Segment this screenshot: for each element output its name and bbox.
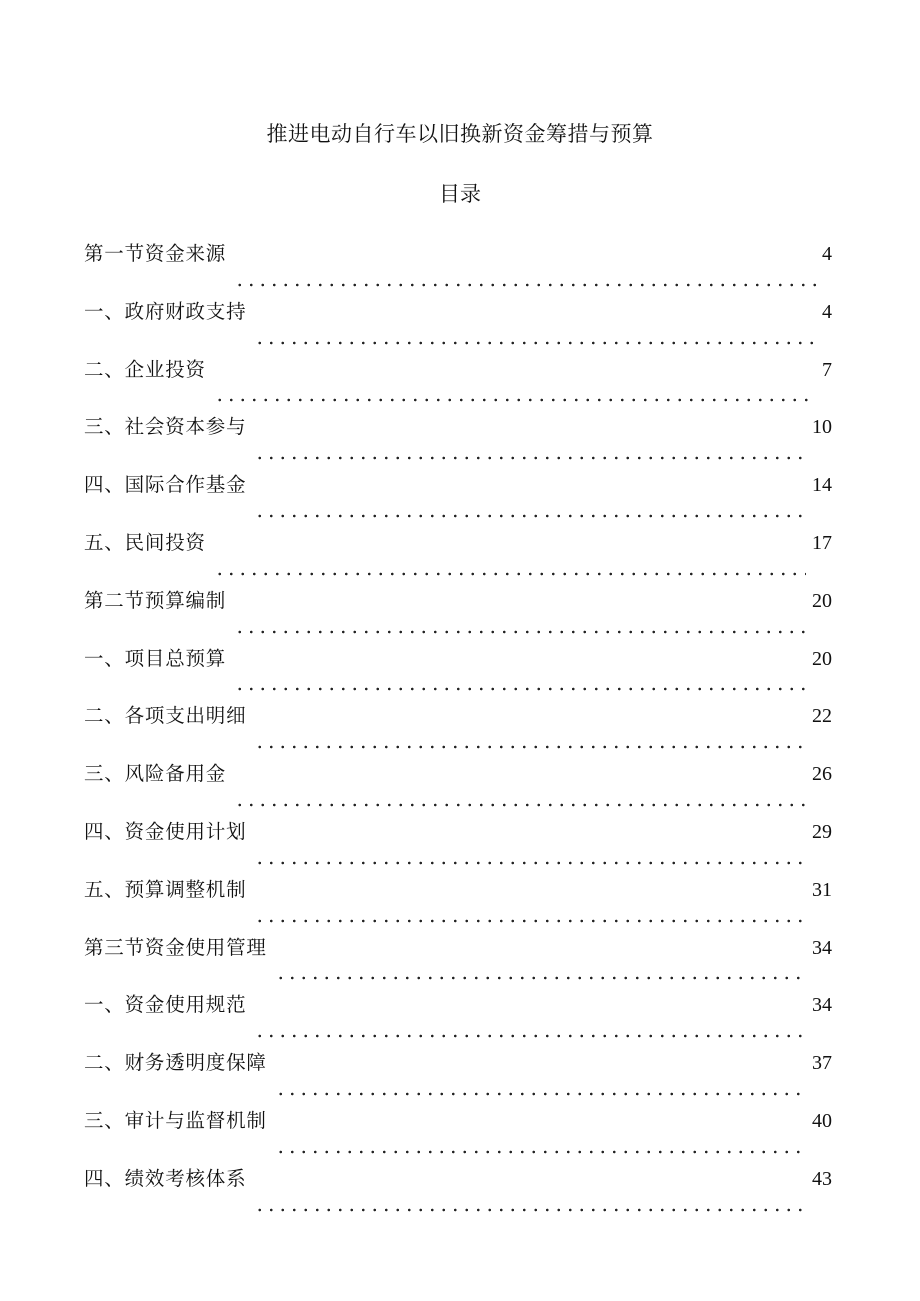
toc-dot-leader [254, 341, 816, 345]
toc-entry-label: 一、政府财政支持 [84, 299, 247, 323]
toc-entry[interactable] [84, 989, 832, 1047]
toc-dot-leader [234, 283, 816, 287]
toc-dot-leader [254, 745, 806, 749]
toc-entry-label: 二、企业投资 [84, 357, 206, 381]
toc-entry-page: 4 [822, 300, 832, 323]
document-title: 推进电动自行车以旧换新资金筹措与预算 [266, 122, 654, 146]
toc-dot-leader [234, 803, 806, 807]
toc-entry-page: 20 [812, 589, 832, 612]
toc-entry-page: 10 [812, 416, 832, 439]
toc-entry-label: 第一节资金来源 [84, 242, 227, 265]
toc-entry-page: 43 [812, 1167, 832, 1190]
toc-entry-label: 四、资金使用计划 [84, 819, 247, 843]
toc-heading: 目录 [439, 182, 481, 206]
toc-dot-leader [234, 687, 806, 691]
toc-entry-label: 第二节预算编制 [84, 588, 227, 612]
toc-entry-label: 五、预算调整机制 [84, 877, 247, 901]
toc-entry-label: 五、民间投资 [84, 530, 206, 554]
toc-entry-page: 4 [822, 243, 832, 265]
toc-entry[interactable] [84, 527, 832, 585]
toc-dot-leader [214, 398, 816, 402]
toc-entry-page: 22 [812, 705, 832, 728]
table-of-contents [84, 238, 832, 1221]
toc-entry-label: 一、项目总预算 [84, 646, 227, 670]
toc-entry[interactable] [84, 296, 832, 354]
toc-entry-page: 14 [812, 474, 832, 497]
toc-entry-label: 三、社会资本参与 [84, 415, 247, 439]
toc-entry-label: 四、国际合作基金 [84, 473, 247, 497]
toc-dot-leader [234, 630, 806, 634]
toc-entry[interactable] [84, 816, 832, 874]
toc-entry-page: 20 [812, 647, 832, 670]
toc-dot-leader [254, 514, 806, 518]
toc-entry[interactable] [84, 354, 832, 412]
toc-entry[interactable] [84, 585, 832, 643]
toc-entry-page: 34 [812, 994, 832, 1017]
toc-entry-page: 7 [822, 358, 832, 381]
toc-entry-page: 34 [812, 936, 832, 959]
toc-entry-label: 第三节资金使用管理 [84, 935, 267, 959]
toc-dot-leader [254, 456, 806, 460]
toc-entry-label: 二、各项支出明细 [84, 704, 247, 728]
toc-entry-label: 三、风险备用金 [84, 762, 227, 786]
toc-entry[interactable] [84, 1163, 832, 1221]
toc-entry[interactable] [84, 758, 832, 816]
toc-entry[interactable] [84, 643, 832, 701]
toc-entry[interactable] [84, 1047, 832, 1105]
toc-entry-page: 29 [812, 820, 832, 843]
toc-entry[interactable] [84, 932, 832, 990]
toc-dot-leader [254, 1208, 806, 1212]
toc-entry-page: 40 [812, 1109, 832, 1132]
toc-entry-page: 31 [812, 878, 832, 901]
toc-entry-page: 37 [812, 1052, 832, 1075]
toc-entry-label: 四、绩效考核体系 [84, 1166, 247, 1190]
toc-entry-page: 26 [812, 763, 832, 786]
toc-entry-page: 17 [812, 531, 832, 554]
toc-entry[interactable] [84, 411, 832, 469]
toc-dot-leader [214, 572, 806, 576]
toc-dot-leader [254, 1034, 806, 1038]
toc-entry[interactable] [84, 1105, 832, 1163]
toc-entry[interactable] [84, 700, 832, 758]
toc-dot-leader [275, 1150, 806, 1154]
toc-entry-label: 一、资金使用规范 [84, 993, 247, 1017]
toc-dot-leader [275, 1092, 806, 1096]
toc-entry[interactable] [84, 238, 832, 296]
toc-entry-label: 二、财务透明度保障 [84, 1051, 267, 1075]
toc-entry[interactable] [84, 469, 832, 527]
toc-dot-leader [254, 919, 806, 923]
toc-dot-leader [275, 976, 806, 980]
toc-entry[interactable] [84, 874, 832, 932]
toc-dot-leader [254, 861, 806, 865]
toc-entry-label: 三、审计与监督机制 [84, 1108, 267, 1132]
